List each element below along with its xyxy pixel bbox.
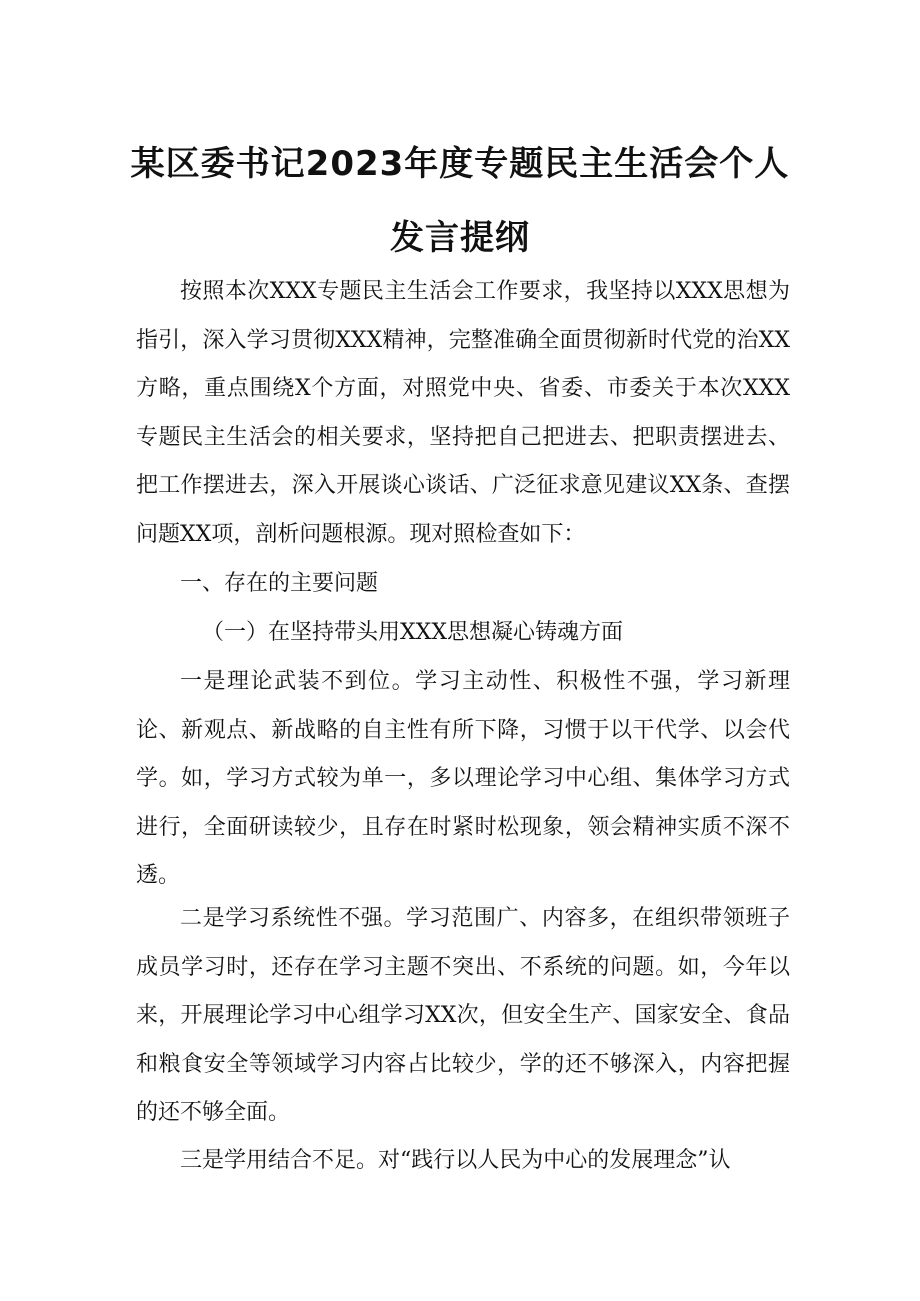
- subsection-heading-1: （一）在坚持带头用XXX思想凝心铸魂方面: [202, 620, 623, 645]
- paragraph-theory-arming: 一是理论武装不到位。学习主动性、积极性不强，学习新理论、新观点、新战略的自主性有所下降，习惯于以干代学、以会代学。如，学习方式较为单一，多以理论学习中心组、集体学习方式进行，全面研读较少，且存在时紧时松现象，领会精神实质不深不透。: [136, 669, 790, 889]
- intro-paragraph: 按照本次XXX专题民主生活会工作要求，我坚持以XXX思想为指引，深入学习贯彻XXX精神，完整准确全面贯彻新时代党的治XX方略，重点围绕X个方面，对照党中央、省委、市委关于本次XXX专题民主生活会的相关要求，坚持把自己把进去、把职责摆进去、把工作摆进去，深入开展谈心谈话、广泛征求意见建议XX条、查摆问题XX项，剖析问题根源。现对照检查如下：: [136, 279, 791, 547]
- document-title-line-2: 发言提纲: [390, 218, 530, 258]
- paragraph-learning-application: 三是学用结合不足。对“践行以人民为中心的发展理念”认: [180, 1148, 731, 1173]
- paragraph-learning-system: 二是学习系统性不强。学习范围广、内容多，在组织带领班子成员学习时，还存在学习主题不突出、不系统的问题。如，今年以来，开展理论学习中心组学习XX次，但安全生产、国家安全、食品和粮食安全等领域学习内容占比较少，学的还不够深入，内容把握的还不够全面。: [136, 906, 790, 1126]
- section-heading-problems: 一、存在的主要问题: [180, 571, 379, 596]
- document-title-line-1: 某区委书记2023年度专题民主生活会个人: [130, 144, 790, 184]
